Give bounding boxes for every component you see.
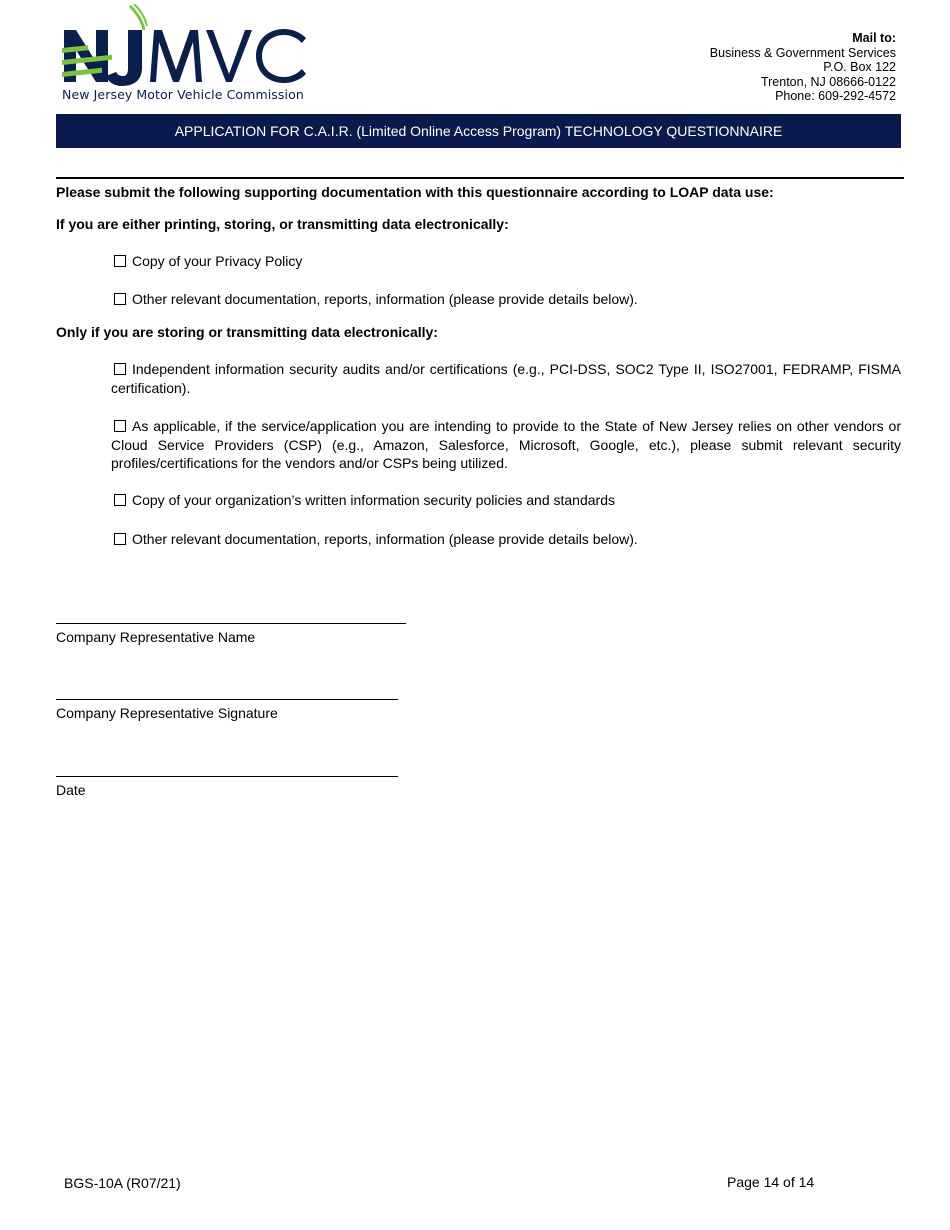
logo-caption: New Jersey Motor Vehicle Commission xyxy=(62,87,304,102)
checkbox-label: As applicable, if the service/application you are intending to provide to the State of New Jersey relies on other vendors or Cloud Service Providers (CSP) (e.g., Amazon, Salesforce, Microsoft, Google, etc.), please submit relevant security profiles/certifications for the vendors and/or CSPs being utilized. xyxy=(111,418,901,471)
mail-to-line: P.O. Box 122 xyxy=(823,60,896,75)
section2-heading: Only if you are storing or transmitting data electronically: xyxy=(56,324,438,340)
checkbox[interactable] xyxy=(114,255,126,267)
form-id: BGS-10A (R07/21) xyxy=(64,1175,181,1191)
checkbox[interactable] xyxy=(114,494,126,506)
date-line[interactable] xyxy=(56,776,398,777)
title-banner xyxy=(56,114,901,148)
intro-text: Please submit the following supporting documentation with this questionnaire according to LOAP data use: xyxy=(56,184,774,200)
date-label: Date xyxy=(56,782,86,798)
mail-to-line: Business & Government Services xyxy=(709,45,896,60)
checkbox-label: Other relevant documentation, reports, information (please provide details below). xyxy=(132,531,638,547)
checkbox-label: Independent information security audits and/or certifications (e.g., PCI-DSS, SOC2 Type II, ISO27001, FEDRAMP, FISMA certification). xyxy=(111,361,901,396)
checkbox-label: Copy of your Privacy Policy xyxy=(132,253,303,269)
section1-heading: If you are either printing, storing, or transmitting data electronically: xyxy=(56,216,509,232)
checkbox-item[interactable] xyxy=(114,531,638,547)
signature-line[interactable] xyxy=(56,699,398,700)
mail-to-line: Trenton, NJ 08666-0122 xyxy=(760,74,896,89)
checkbox-item[interactable] xyxy=(114,492,615,508)
name-signature-line[interactable] xyxy=(56,623,406,624)
page-number: Page 14 of 14 xyxy=(727,1174,815,1190)
checkbox-label: Other relevant documentation, reports, information (please provide details below). xyxy=(132,291,638,307)
checkbox-item[interactable] xyxy=(114,291,638,307)
divider xyxy=(56,177,904,179)
checkbox[interactable] xyxy=(114,293,126,305)
rep-signature-label: Company Representative Signature xyxy=(56,705,278,721)
checkbox-item[interactable] xyxy=(114,253,302,269)
page-title: APPLICATION FOR C.A.I.R. (Limited Online Access Program) TECHNOLOGY QUESTIONNAIRE xyxy=(174,123,783,139)
mail-to-line: Phone: 609-292-4572 xyxy=(775,89,896,104)
checkbox[interactable] xyxy=(114,420,126,432)
mail-to-address xyxy=(710,31,896,104)
checkbox[interactable] xyxy=(114,363,126,375)
checkbox-item[interactable] xyxy=(111,360,901,397)
rep-name-label: Company Representative Name xyxy=(56,629,256,645)
checkbox-label: Copy of your organization’s written information security policies and standards xyxy=(132,492,615,508)
checkbox-item[interactable] xyxy=(111,417,901,473)
mail-to-label: Mail to: xyxy=(852,31,896,45)
checkbox[interactable] xyxy=(114,533,126,545)
